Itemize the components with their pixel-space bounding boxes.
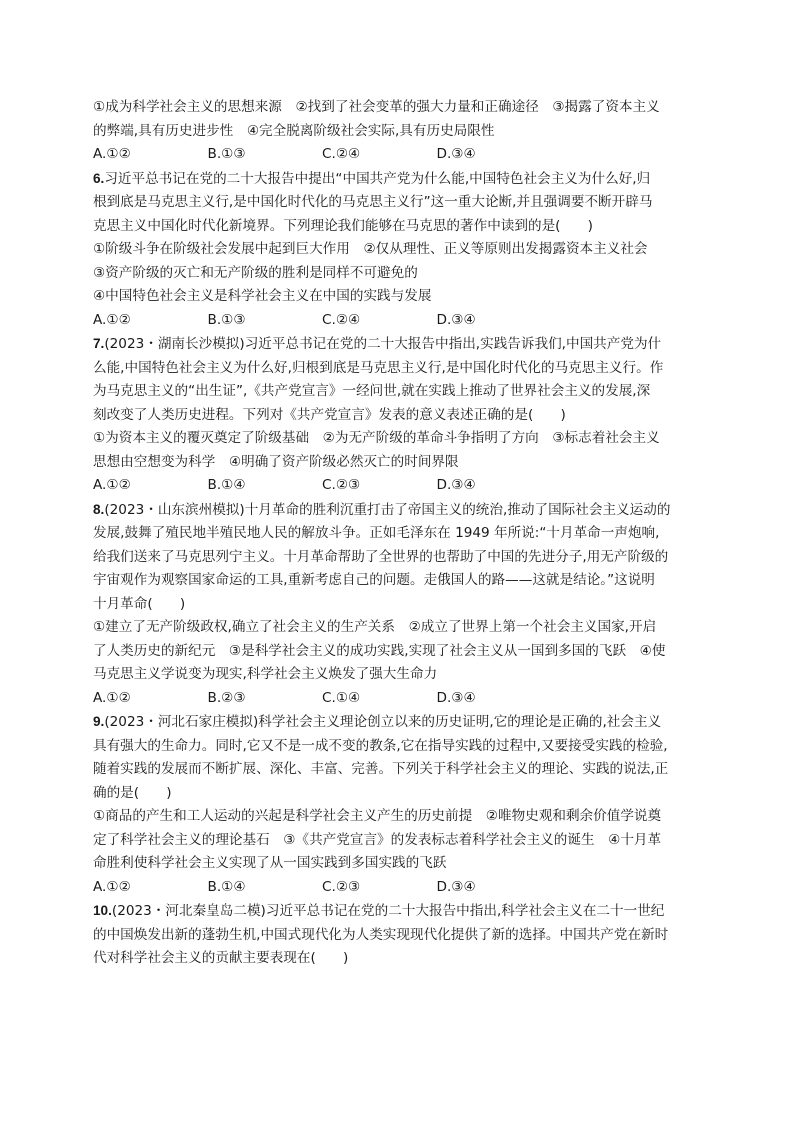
stem-text: (2023・山东滨州模拟)十月革命的胜利沉重打击了帝国主义的统治,推动了国际社会主义运动的 [104, 501, 671, 518]
stem-text: (2023・河北石家庄模拟)科学社会主义理论创立以来的历史证明,它的理论是正确的,社会主义 [104, 714, 662, 730]
question-number: 7. [93, 336, 105, 351]
statement-line: ①建立了无产阶级政权,确立了社会主义的生产关系 ②成立了世界上第一个社会主义国家,开启 [93, 619, 657, 635]
option-d[interactable]: D.③④ [436, 146, 476, 162]
question-stem-line: 为马克思主义的“出生证”,《共产党宣言》一经问世,就在实践上推动了世界社会主义的发展,深 [93, 383, 651, 399]
statement-line: ④中国特色社会主义是科学社会主义在中国的实践与发展 [93, 288, 432, 304]
statement-line: ①阶级斗争在阶级社会发展中起到巨大作用 ②仅从理性、正义等原则出发揭露资本主义社会 [93, 241, 648, 257]
question-page [93, 96, 705, 971]
option-b[interactable]: B.①④ [207, 878, 246, 895]
option-b[interactable]: B.②③ [207, 689, 246, 706]
option-a[interactable]: A.①② [93, 477, 131, 493]
option-b[interactable]: B.①④ [207, 477, 246, 493]
option-b[interactable]: B.①③ [207, 311, 246, 328]
question-10 [93, 899, 705, 971]
option-c[interactable]: C.②④ [322, 311, 361, 328]
option-a[interactable]: A.①② [93, 311, 131, 328]
question-stem-line: 给我们送来了马克思列宁主义。十月革命帮助了全世界的也帮助了中国的先进分子,用无产阶级的 [93, 548, 669, 565]
statement-line: 的弊端,具有历史进步性 ④完全脱离阶级社会实际,具有历史局限性 [93, 122, 495, 139]
question-stem-line: 确的是( ) [93, 784, 172, 801]
question-stem-line: 克思主义中国化时代化新境界。下列理论我们能够在马克思的著作中读到的是( ) [93, 217, 593, 234]
question-stem-line [93, 167, 705, 192]
question-stem-line: 的中国焕发出新的蓬勃生机,中国式现代化为人类实现现代化提供了新的选择。中国共产党在新时 [93, 926, 669, 943]
question-9 [93, 710, 705, 899]
question-stem-line: 代对科学社会主义的贡献主要表现在( ) [93, 950, 349, 966]
question-stem-line: 随着实践的发展而不断扩展、深化、丰富、完善。下列关于科学社会主义的理论、实践的说法,正 [93, 761, 669, 777]
stem-text: (2023・湖南长沙模拟)习近平总书记在党的二十大报告中指出,实践告诉我们,中国共产党为什 [104, 336, 662, 352]
question-number: 10. [93, 903, 112, 918]
question-7 [93, 332, 705, 498]
question-5 [93, 96, 705, 167]
stem-text: (2023・河北秦皇岛二模)习近平总书记在党的二十大报告中指出,科学社会主义在二十一世纪 [111, 903, 665, 919]
question-stem-line: 根到底是马克思主义行,是中国化时代化的马克思主义行”这一重大论断,并且强调要不断开辟马 [93, 194, 653, 210]
stem-text: 习近平总书记在党的二十大报告中提出“中国共产党为什么能,中国特色社会主义为什么好,归 [104, 170, 651, 187]
answer-options [93, 687, 705, 711]
option-d[interactable]: D.③④ [436, 689, 476, 706]
question-6 [93, 167, 705, 333]
question-stem-line: 宇宙观作为观察国家命运的工具,重新考虑自己的问题。走俄国人的路——这就是结论。”这说明 [93, 572, 655, 588]
question-stem-line: 具有强大的生命力。同时,它又不是一成不变的教条,它在指导实践的过程中,又要接受实践的检验, [93, 737, 668, 754]
option-b[interactable]: B.①③ [207, 146, 246, 162]
question-number: 8. [93, 501, 105, 517]
statement-line: 定了科学社会主义的理论基石 ③《共产党宣言》的发表标志着科学社会主义的诞生 ④十月革 [93, 831, 662, 848]
option-c[interactable]: C.②④ [322, 146, 361, 162]
question-stem-line [93, 899, 705, 924]
question-stem-line [93, 710, 705, 735]
question-stem-line [93, 498, 705, 523]
statement-line: ①商品的产生和工人运动的兴起是科学社会主义产生的历史前提 ②唯物史观和剩余价值学说奠 [93, 808, 662, 824]
statement-line: 命胜利使科学社会主义实现了从一国实践到多国实践的飞跃 [93, 855, 447, 871]
question-number: 9. [93, 714, 105, 729]
question-stem-line: 刻改变了人类历史进程。下列对《共产党宣言》发表的意义表述正确的是( ) [93, 406, 566, 423]
option-c[interactable]: C.②③ [322, 878, 361, 895]
statement-line: 了人类历史的新纪元 ③是科学社会主义的成功实践,实现了社会主义从一国到多国的飞跃 ④使 [93, 642, 666, 659]
statement-line: ①为资本主义的覆灭奠定了阶级基础 ②为无产阶级的革命斗争指明了方向 ③标志着社会主义 [93, 430, 660, 446]
option-c[interactable]: C.①④ [322, 689, 361, 706]
statement-line: 思想由空想变为科学 ④明确了资产阶级必然灭亡的时间界限 [93, 453, 459, 470]
option-c[interactable]: C.②③ [322, 477, 361, 493]
question-stem-line: 发展,鼓舞了殖民地半殖民地人民的解放斗争。正如毛泽东在 1949 年所说:“十月革命一声炮响, [93, 525, 660, 541]
option-a[interactable]: A.①② [93, 878, 131, 895]
option-a[interactable]: A.①② [93, 689, 131, 706]
statement-line: 马克思主义学说变为现实,科学社会主义焕发了强大生命力 [93, 666, 438, 682]
option-a[interactable]: A.①② [93, 146, 131, 162]
question-stem-line: 十月革命( ) [93, 595, 186, 612]
statement-line: ③资产阶级的灭亡和无产阶级的胜利是同样不可避免的 [93, 264, 418, 281]
statement-line: ①成为科学社会主义的思想来源 ②找到了社会变革的强大力量和正确途径 ③揭露了资本主义 [93, 99, 660, 115]
question-stem-line: 么能,中国特色社会主义为什么好,归根到底是马克思主义行,是中国化时代化的马克思主义行。作 [93, 359, 664, 376]
question-8 [93, 498, 705, 711]
question-number: 6. [93, 170, 105, 186]
question-stem-line [93, 332, 705, 357]
answer-options [93, 474, 705, 498]
answer-options [93, 143, 705, 167]
answer-options [93, 876, 705, 900]
option-d[interactable]: D.③④ [436, 477, 476, 493]
option-d[interactable]: D.③④ [436, 311, 476, 328]
answer-options [93, 309, 705, 333]
option-d[interactable]: D.③④ [436, 878, 476, 895]
